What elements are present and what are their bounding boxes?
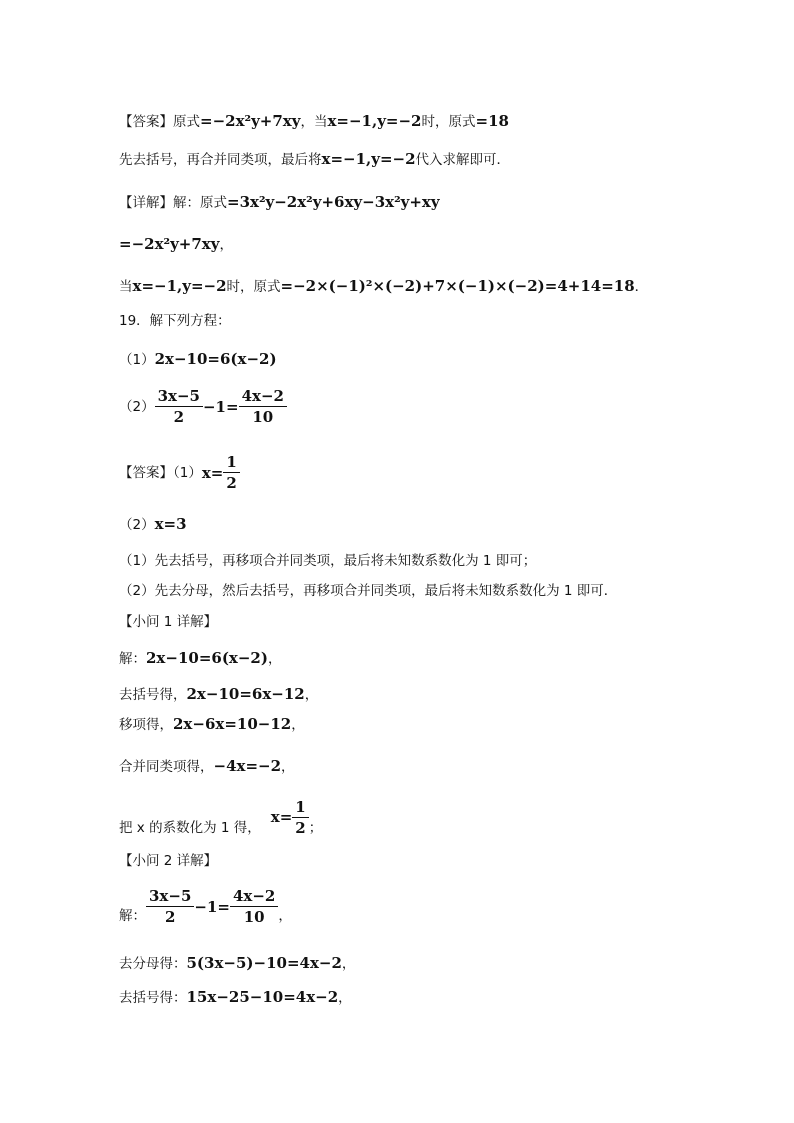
text: 解： (119, 907, 146, 924)
step-line (119, 886, 292, 927)
math-expression: 2x−6x=10−12 (173, 715, 292, 733)
math-expression: =−2×(−1)²×(−2)+7×(−1)×(−2)=4+14=18 (280, 277, 635, 295)
text: 【小问 1 详解】 (119, 614, 218, 630)
step-line (119, 987, 352, 1008)
math-expression: x=−1,y=−2 (132, 277, 227, 295)
math-expression: x= (270, 808, 293, 826)
detail-line-2 (119, 234, 233, 255)
step-line (119, 648, 281, 669)
math-expression: 2x−10=6(x−2) (146, 649, 268, 667)
subquestion-1-heading (119, 612, 217, 632)
math-expression: =−2x²y+7xy (119, 235, 220, 253)
text: （1）先去括号，再移项合并同类项，最后将未知数系数化为 1 即可； (119, 553, 537, 569)
answer-line-2 (119, 452, 240, 493)
math-expression: 15x−25−10=4x−2 (186, 988, 339, 1006)
text: （2） (119, 517, 155, 533)
text: 解： (119, 651, 146, 667)
analysis-line (119, 149, 510, 170)
detail-line-1 (119, 192, 440, 213)
numerator: 3x−5 (155, 386, 203, 407)
fraction (223, 452, 239, 493)
detail-label: 【详解】解：原式 (119, 195, 227, 211)
text: 【小问 2 详解】 (119, 853, 218, 869)
math-expression: 2x−10=6(x−2) (154, 350, 277, 368)
math-expression: =18 (475, 112, 509, 130)
answer-label: 【答案】（1） (119, 464, 202, 481)
numerator: 4x−2 (239, 386, 287, 407)
text: ， (304, 687, 319, 703)
text: ，当 (300, 114, 328, 130)
denominator: 2 (295, 818, 306, 837)
numerator: 1 (292, 797, 308, 818)
text: ． (634, 279, 649, 295)
math-expression: =3x²y−2x²y+6xy−3x²y+xy (227, 193, 440, 211)
numerator: 1 (223, 452, 239, 473)
text: （2） (119, 398, 155, 415)
text: 去括号得： (119, 990, 187, 1006)
text: ； (308, 820, 323, 836)
numerator: 3x−5 (146, 886, 194, 907)
numerator: 4x−2 (230, 886, 278, 907)
text: ， (219, 237, 233, 253)
text: ， (281, 759, 295, 775)
text: ， (267, 651, 282, 667)
denominator: 10 (243, 908, 265, 926)
math-expression: =−2x²y+7xy (200, 112, 301, 130)
text: 合并同类项得， (119, 759, 214, 775)
step-line (119, 796, 322, 838)
question-part-1 (119, 349, 277, 370)
text: 去分母得： (119, 956, 187, 972)
math-expression: −1= (194, 897, 230, 916)
question-part-2 (119, 386, 287, 427)
text: （2）先去分母，然后去括号，再移项合并同类项，最后将未知数系数化为 1 即可． (119, 583, 618, 599)
text: 移项得， (119, 717, 173, 733)
text: ， (291, 717, 305, 733)
text: （1） (119, 352, 155, 368)
text: 先去括号，再合并同类项，最后将 (119, 152, 322, 168)
text: ， (278, 907, 292, 924)
denominator: 2 (164, 908, 176, 926)
text: 把 x 的系数化为 1 得， (119, 820, 261, 836)
math-expression: −4x=−2 (213, 757, 282, 775)
text: 时，原式 (226, 279, 281, 295)
analysis-line-2 (119, 581, 617, 601)
math-expression: 5(3x−5)−10=4x−2 (186, 954, 342, 972)
math-expression: x=−1,y=−2 (327, 112, 422, 130)
math-expression: x= (201, 463, 224, 482)
fraction (292, 797, 308, 838)
text: 代入求解即可． (415, 152, 511, 168)
fraction (146, 886, 194, 927)
math-expression: −1= (202, 397, 239, 416)
question-title (119, 311, 231, 331)
text: 当 (119, 279, 133, 295)
step-line (119, 953, 355, 974)
fraction (155, 386, 203, 427)
text: 19．解下列方程： (119, 313, 231, 329)
denominator: 2 (226, 474, 237, 492)
step-line (119, 714, 305, 735)
text: 去括号得， (119, 687, 187, 703)
analysis-line-1 (119, 551, 536, 571)
subquestion-2-heading (119, 851, 217, 871)
text: 时，原式 (421, 114, 476, 130)
step-line (119, 756, 295, 777)
answer-line-1 (119, 111, 509, 132)
fraction (230, 886, 278, 927)
math-expression: x=3 (154, 515, 187, 533)
math-expression: x=−1,y=−2 (321, 150, 416, 168)
answer-line-3 (119, 514, 187, 535)
answer-label: 【答案】原式 (119, 114, 200, 130)
fraction (239, 386, 287, 427)
math-expression: 2x−10=6x−12 (186, 685, 305, 703)
denominator: 2 (173, 408, 184, 426)
step-line (119, 684, 318, 705)
detail-line-3 (119, 276, 648, 297)
denominator: 10 (252, 408, 274, 426)
text: ， (341, 956, 356, 972)
text: ， (338, 990, 352, 1006)
